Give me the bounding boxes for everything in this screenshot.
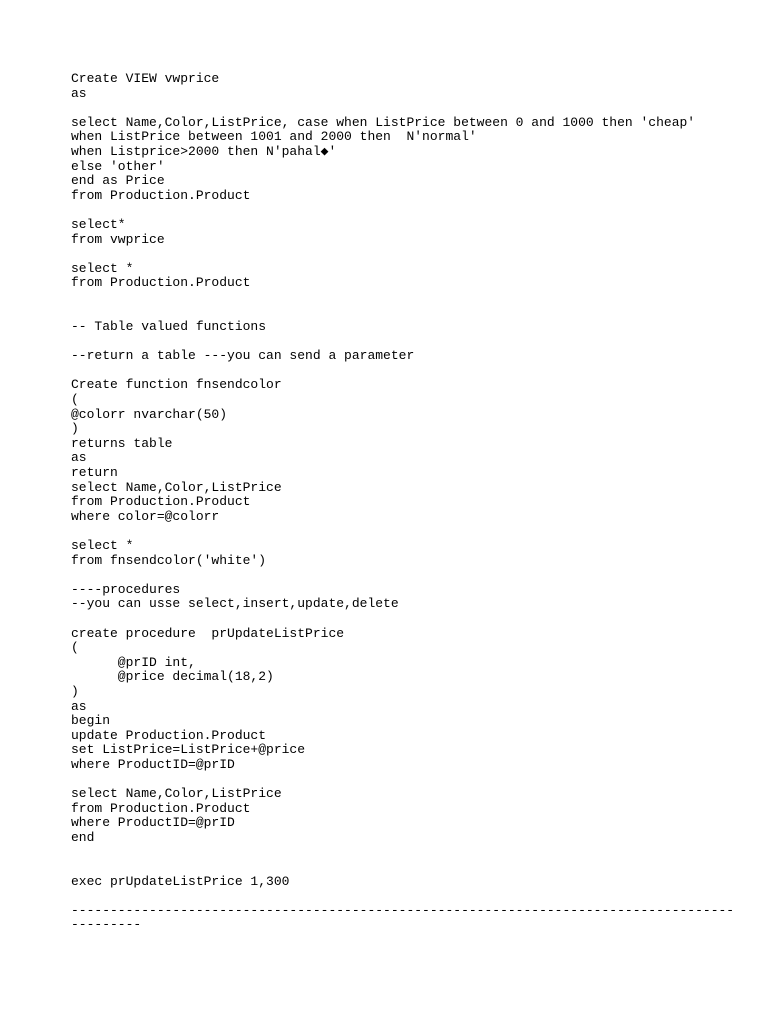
code-line [71,306,751,321]
code-line: return [71,465,118,481]
code-line: when Listprice>2000 then N'pahal◆' [71,143,337,159]
code-line [71,364,751,379]
code-line: from fnsendcolor('white') [71,552,267,568]
code-line [71,612,751,627]
code-line: begin [71,713,111,729]
code-line: from vwprice [71,231,165,247]
code-line: select Name,Color,ListPrice [71,479,282,495]
code-line: as [71,698,87,714]
code-line: from Production.Product [71,275,251,291]
code-line: exec prUpdateListPrice 1,300 [71,873,290,889]
code-line: as [71,450,87,466]
code-line: set ListPrice=ListPrice+@price [71,742,306,758]
code-line: select * [71,538,134,553]
code-line: from Production.Product [71,494,251,510]
sql-code-block [71,72,751,933]
code-line [71,860,751,875]
code-line: where color=@colorr [71,508,220,524]
code-line: ) [71,683,79,699]
code-line [71,101,751,116]
code-line: @price decimal(18,2) [71,669,274,685]
code-line: @prID int, [71,654,196,670]
code-line [71,335,751,350]
code-line: --you can usse select,insert,update,delete [71,596,399,612]
code-line: select* [71,216,126,232]
code-line: as [71,85,87,101]
code-line [71,203,751,218]
code-line: from Production.Product [71,187,251,203]
code-line: ) [71,421,79,437]
code-line: update Production.Product [71,727,267,743]
code-line: returns table [71,435,173,451]
code-line: ( [71,392,79,408]
code-line: ( [71,640,79,656]
code-line [71,845,751,860]
code-line: create procedure prUpdateListPrice [71,625,345,641]
code-line: end [71,829,95,845]
code-line [71,889,751,904]
code-line [71,524,751,539]
code-line [71,291,751,306]
code-line: from Production.Product [71,800,251,816]
code-line [71,568,751,583]
code-line: end as Price [71,173,165,189]
code-line: where ProductID=@prID [71,815,235,831]
code-line: --------- [71,917,142,933]
code-line: @colorr nvarchar(50) [71,406,228,422]
code-line: ----procedures [71,581,181,597]
code-line: Create function fnsendcolor [71,377,282,393]
code-line: when ListPrice between 1001 and 2000 then N'normal' [71,129,477,145]
code-line: select Name,Color,ListPrice [71,786,282,802]
code-line: --return a table ---you can send a parameter [71,348,415,364]
code-line [71,773,751,788]
code-line: Create VIEW vwprice [71,71,220,86]
code-line: else 'other' [71,158,165,174]
code-line: select Name,Color,ListPrice, case when ListPrice between 0 and 1000 then 'cheap' [71,114,696,130]
code-line [71,247,751,262]
code-line: ------------------------------------------------------------------------------------- [71,902,735,918]
code-line: -- Table valued functions [71,319,267,335]
code-line: where ProductID=@prID [71,756,235,772]
code-line: select * [71,260,134,276]
